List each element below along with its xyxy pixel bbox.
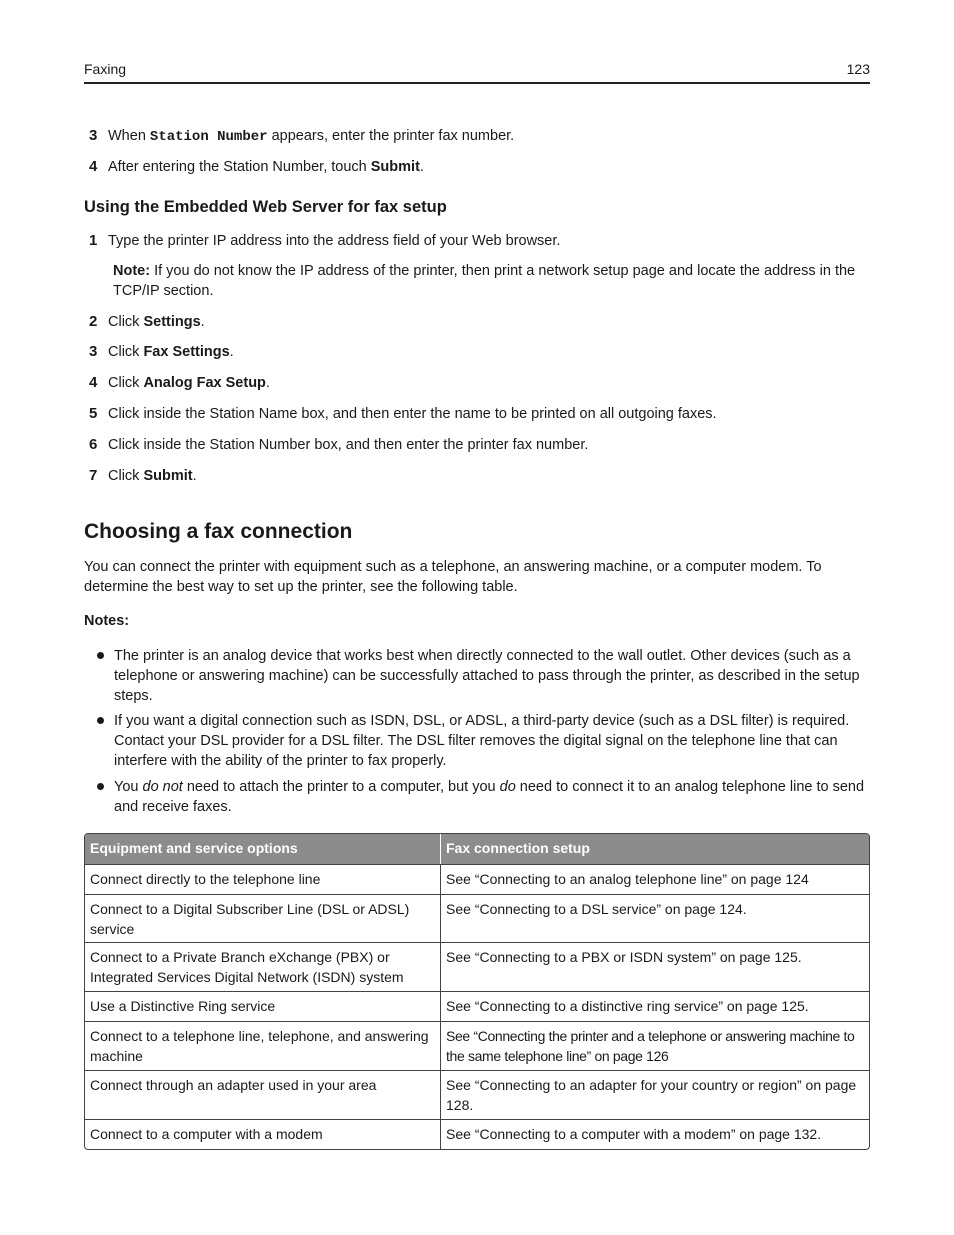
subsection-heading: Using the Embedded Web Server for fax setup (84, 198, 447, 216)
step-text (108, 466, 870, 486)
note-block (113, 261, 863, 301)
table-cell: Connect through an adapter used in your area (85, 1071, 441, 1119)
step-text-part: After entering the Station Number, touch (108, 159, 371, 175)
step-text (108, 373, 870, 393)
step-number: 4 (89, 158, 98, 175)
step-number: 3 (89, 127, 98, 144)
ui-term: Submit (143, 468, 193, 484)
intro-paragraph: You can connect the printer with equipment such as a telephone, an answering machine, or a computer modem. To determine the best way to set up the printer, see the following table. (84, 559, 822, 595)
section-title: Choosing a fax connection (84, 520, 353, 543)
table-cell: Connect to a Private Branch eXchange (PBX) or Integrated Services Digital Network (ISDN) system (85, 943, 441, 991)
bullet-text (114, 777, 870, 817)
table-row (85, 1021, 869, 1070)
step-text-part: . (192, 468, 197, 484)
step-number: 5 (89, 405, 98, 422)
step-text (108, 126, 870, 147)
bullet-text-part: need to connect it to an analog telephone line to send and receive faxes. (114, 779, 865, 815)
table-cell: See “Connecting to a distinctive ring service” on page 125. (446, 998, 809, 1014)
table-header-row (85, 834, 869, 864)
step-text: Click inside the Station Name box, and then enter the name to be printed on all outgoing faxes. (108, 406, 717, 422)
step-text: Click inside the Station Number box, and then enter the printer fax number. (108, 437, 589, 453)
step-text-part: When (108, 128, 150, 144)
step-text (108, 157, 870, 177)
table-cell: See “Connecting to a PBX or ISDN system” on page 125. (446, 949, 802, 965)
step-text-part: Click (108, 314, 144, 330)
ui-term: Settings (143, 314, 201, 330)
table-cell: See “Connecting to a computer with a modem” on page 132. (446, 1126, 822, 1142)
step-text-part: Click (108, 375, 144, 391)
column-header: Equipment and service options (85, 834, 441, 864)
bullet-text-part: need to attach the printer to a computer, but you (182, 779, 500, 795)
note-label: Note: (113, 263, 151, 279)
step-text (108, 342, 870, 362)
emphasis: do (499, 779, 516, 795)
step-text-part: . (419, 159, 424, 175)
bullet-icon (97, 783, 104, 790)
table-cell: Connect to a telephone line, telephone, and answering machine (85, 1022, 441, 1070)
table-cell: Connect to a computer with a modem (85, 1120, 441, 1149)
header-page-number: 123 (846, 61, 870, 77)
step-number: 6 (89, 436, 98, 453)
ui-term: Fax Settings (143, 344, 230, 360)
table-row (85, 894, 869, 942)
emphasis: do not (142, 779, 183, 795)
note-text: If you do not know the IP address of the printer, then print a network setup page and locate the address in the TCP/IP section. (113, 263, 856, 299)
step-number: 2 (89, 313, 98, 330)
table-row (85, 864, 869, 894)
step-text: Type the printer IP address into the address field of your Web browser. (108, 233, 561, 249)
bullet-text: If you want a digital connection such as ISDN, DSL, or ADSL, a third-party device (such as a DSL filter) is required. Contact your DSL provider for a DSL filter. The DSL filter removes the digital signal on the telephone line that can interfere with the ability of the printer to fax properly. (114, 713, 850, 769)
table-cell: See “Connecting to a DSL service” on page 124. (446, 901, 747, 917)
bullet-text-part: You (114, 779, 143, 795)
step-text-part: Click (108, 344, 144, 360)
step-text (108, 312, 870, 332)
table-row (85, 991, 869, 1021)
bullet-text: The printer is an analog device that works best when directly connected to the wall outlet. Other devices (such as a telephone or answering machine) can be successfully attached to pass through the printer, as described in the setup steps. (114, 648, 860, 704)
table-row (85, 1119, 869, 1149)
station-number-code: Station Number (149, 129, 268, 145)
step-number: 4 (89, 374, 98, 391)
table-cell: See “Connecting to an analog telephone line” on page 124 (446, 871, 809, 887)
table-cell: Connect to a Digital Subscriber Line (DSL or ADSL) service (85, 895, 441, 942)
table-cell: See “Connecting to an adapter for your country or region” on page 128. (446, 1077, 857, 1113)
ui-term: Submit (370, 159, 420, 175)
notes-label: Notes: (84, 613, 130, 629)
step-text-part: Click (108, 468, 144, 484)
column-header: Fax connection setup (446, 840, 590, 856)
bullet-icon (97, 717, 104, 724)
table-cell: Use a Distinctive Ring service (85, 992, 441, 1021)
step-number: 3 (89, 343, 98, 360)
step-text-part: . (265, 375, 270, 391)
step-number: 7 (89, 467, 98, 484)
step-number: 1 (89, 232, 98, 249)
table-row (85, 942, 869, 991)
step-text-part: . (200, 314, 205, 330)
table-row (85, 1070, 869, 1119)
table-cell: Connect directly to the telephone line (85, 865, 441, 894)
table-cell: See “Connecting the printer and a telephone or answering machine to the same telephone line” on page 126 (446, 1028, 855, 1064)
step-text-part: . (229, 344, 234, 360)
step-text-part: appears, enter the printer fax number. (267, 128, 515, 144)
header-section-name: Faxing (84, 61, 127, 77)
fax-connection-table (84, 833, 870, 1150)
bullet-icon (97, 652, 104, 659)
running-header (84, 60, 870, 84)
ui-term: Analog Fax Setup (143, 375, 266, 391)
